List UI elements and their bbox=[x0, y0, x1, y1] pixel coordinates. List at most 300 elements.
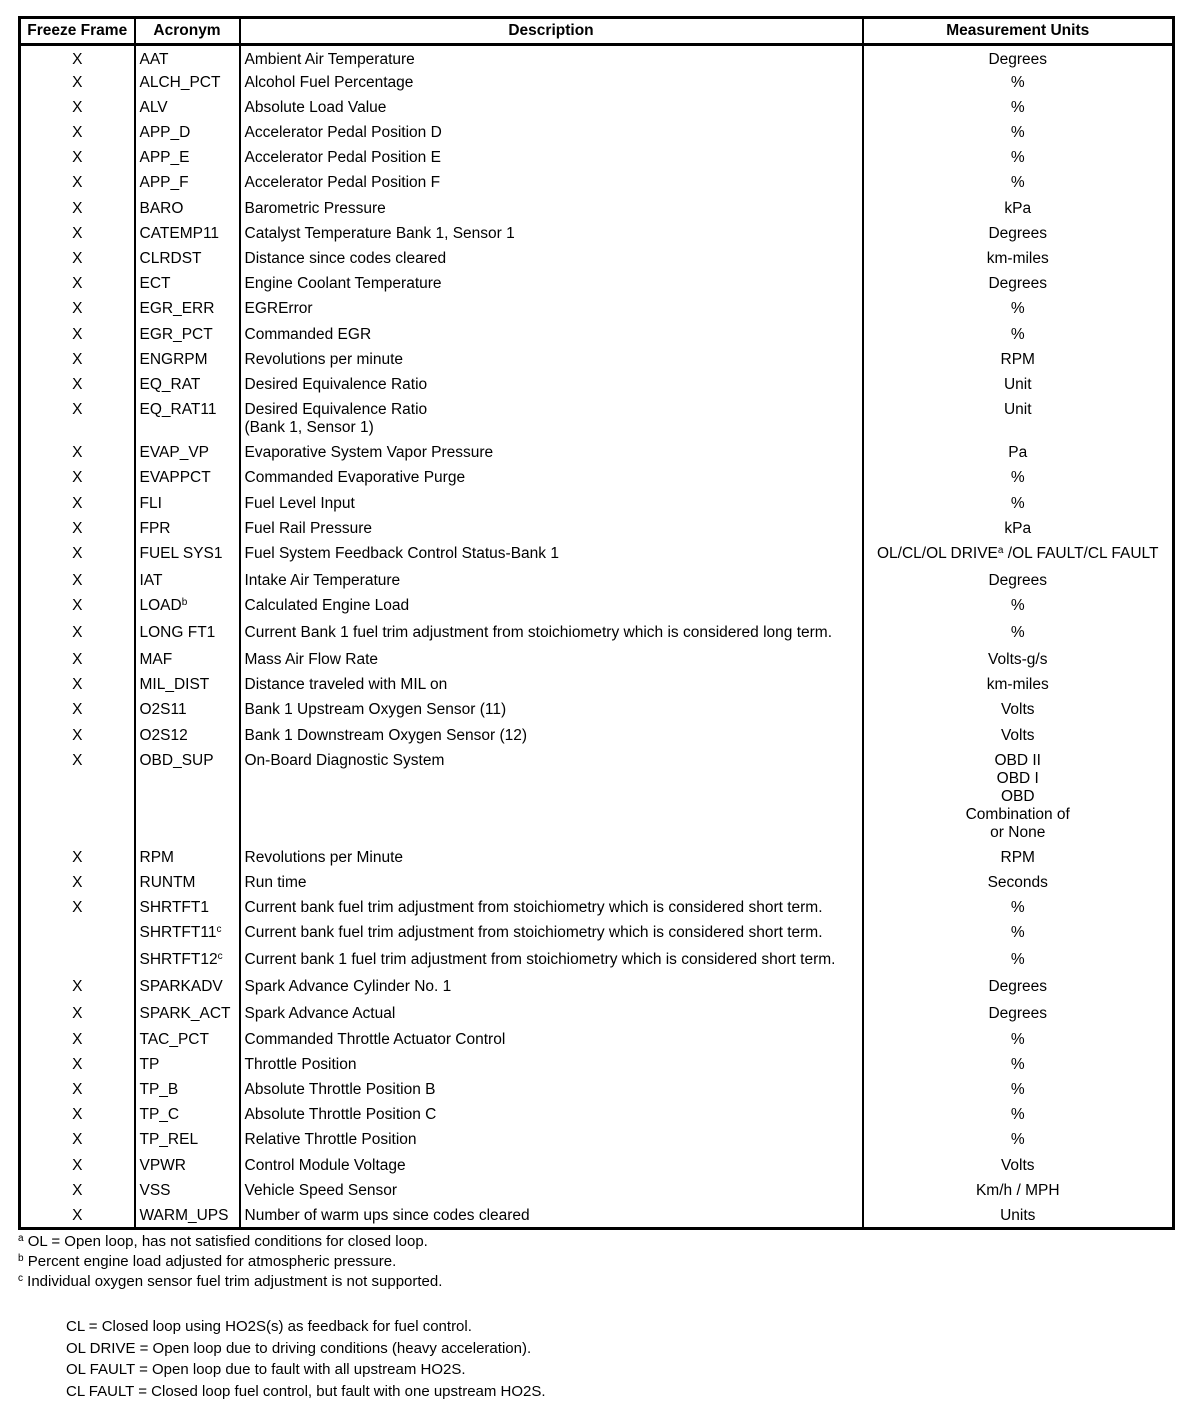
units-line: % bbox=[1010, 469, 1025, 487]
description-cell bbox=[240, 1052, 863, 1077]
table-row bbox=[20, 120, 1174, 145]
acronym-cell bbox=[135, 145, 240, 170]
description-cell bbox=[240, 647, 863, 672]
units-cell bbox=[863, 221, 1174, 246]
description-cell bbox=[240, 1077, 863, 1102]
table-row bbox=[20, 170, 1174, 195]
footnote-marker: b bbox=[181, 597, 188, 609]
description-line: Revolutions per Minute bbox=[244, 848, 404, 866]
definition-line: OL DRIVE = Open loop due to driving conditions (heavy acceleration). bbox=[66, 1339, 532, 1357]
units-line: % bbox=[1010, 597, 1025, 615]
table-row bbox=[20, 221, 1174, 246]
table-row bbox=[20, 516, 1174, 541]
units-line: % bbox=[1010, 1106, 1025, 1124]
description-line: Ambient Air Temperature bbox=[244, 51, 415, 68]
freeze-frame-cell: X bbox=[20, 748, 135, 845]
table-row bbox=[20, 95, 1174, 120]
table-row bbox=[20, 246, 1174, 271]
units-line: or None bbox=[990, 823, 1046, 841]
acronym-text: WARM_UPS bbox=[139, 1206, 229, 1224]
units-line: kPa bbox=[1004, 519, 1032, 537]
freeze-frame-cell: X bbox=[20, 697, 135, 722]
table-row bbox=[20, 296, 1174, 321]
description-cell bbox=[240, 620, 863, 647]
description-line: Number of warm ups since codes cleared bbox=[244, 1206, 530, 1224]
units-cell bbox=[863, 322, 1174, 347]
acronym-text: EVAPPCT bbox=[139, 469, 211, 487]
freeze-frame-cell: X bbox=[20, 347, 135, 372]
description-cell bbox=[240, 974, 863, 1001]
loop-definitions bbox=[66, 1316, 546, 1402]
freeze-frame-cell bbox=[20, 920, 135, 947]
units-line: Degrees bbox=[988, 51, 1048, 68]
units-line: Degrees bbox=[988, 275, 1048, 293]
units-line: RPM bbox=[1000, 350, 1035, 368]
description-line: Commanded Evaporative Purge bbox=[244, 469, 466, 487]
description-line: Throttle Position bbox=[244, 1055, 357, 1073]
freeze-frame-cell: X bbox=[20, 1153, 135, 1178]
description-line: Accelerator Pedal Position D bbox=[244, 124, 442, 142]
units-cell bbox=[863, 1077, 1174, 1102]
table-row bbox=[20, 1001, 1174, 1026]
acronym-cell bbox=[135, 1127, 240, 1152]
description-cell bbox=[240, 397, 863, 440]
description-line: Accelerator Pedal Position F bbox=[244, 174, 441, 192]
description-line: Current bank fuel trim adjustment from stoichiometry which is considered short term. bbox=[244, 924, 823, 942]
acronym-cell bbox=[135, 516, 240, 541]
units-cell bbox=[863, 465, 1174, 490]
description-line: Mass Air Flow Rate bbox=[244, 651, 379, 669]
description-cell bbox=[240, 1127, 863, 1152]
units-line: Volts bbox=[1000, 1156, 1035, 1174]
units-cell bbox=[863, 491, 1174, 516]
units-line: Unit bbox=[1003, 375, 1032, 393]
acronym-cell bbox=[135, 895, 240, 920]
description-line: Relative Throttle Position bbox=[244, 1131, 417, 1149]
units-cell bbox=[863, 145, 1174, 170]
table-row bbox=[20, 347, 1174, 372]
units-line: Volts bbox=[1000, 701, 1035, 719]
description-line: Distance traveled with MIL on bbox=[244, 676, 448, 694]
units-line: Seconds bbox=[987, 874, 1048, 891]
table-row bbox=[20, 620, 1174, 647]
freeze-frame-cell: X bbox=[20, 1102, 135, 1127]
table-row bbox=[20, 568, 1174, 593]
table-row bbox=[20, 947, 1174, 974]
acronym-cell bbox=[135, 620, 240, 647]
table-row bbox=[20, 1102, 1174, 1127]
table-row bbox=[20, 647, 1174, 672]
acronym-text: FUEL SYS1 bbox=[139, 544, 223, 562]
units-line: OBD I bbox=[996, 769, 1039, 787]
acronym-cell bbox=[135, 748, 240, 845]
table-row bbox=[20, 397, 1174, 440]
acronym-cell bbox=[135, 870, 240, 895]
units-cell bbox=[863, 1027, 1174, 1052]
acronym-text: FPR bbox=[139, 519, 171, 537]
description-cell bbox=[240, 1001, 863, 1026]
table-row bbox=[20, 45, 1174, 70]
freeze-frame-cell: X bbox=[20, 145, 135, 170]
freeze-frame-cell: X bbox=[20, 1027, 135, 1052]
footnote-marker: a bbox=[997, 544, 1004, 556]
units-cell bbox=[863, 170, 1174, 195]
footnote-text: OL = Open loop, has not satisfied conditions for closed loop. bbox=[23, 1233, 428, 1250]
units-cell bbox=[863, 748, 1174, 845]
description-line: Engine Coolant Temperature bbox=[244, 275, 442, 293]
units-line: Combination of bbox=[965, 805, 1070, 823]
freeze-frame-cell: X bbox=[20, 1178, 135, 1203]
freeze-frame-cell: X bbox=[20, 1001, 135, 1026]
table-row bbox=[20, 748, 1174, 845]
freeze-frame-cell: X bbox=[20, 322, 135, 347]
description-cell bbox=[240, 347, 863, 372]
table-row bbox=[20, 845, 1174, 870]
units-line: % bbox=[1010, 1030, 1025, 1048]
units-cell bbox=[863, 870, 1174, 895]
acronym-cell bbox=[135, 1027, 240, 1052]
units-cell bbox=[863, 246, 1174, 271]
acronym-text: SHRTFT1 bbox=[139, 899, 209, 917]
description-line: Bank 1 Downstream Oxygen Sensor (12) bbox=[244, 726, 528, 744]
freeze-frame-cell: X bbox=[20, 196, 135, 221]
units-cell bbox=[863, 372, 1174, 397]
freeze-frame-cell: X bbox=[20, 271, 135, 296]
freeze-frame-cell: X bbox=[20, 845, 135, 870]
freeze-frame-cell: X bbox=[20, 95, 135, 120]
freeze-frame-cell: X bbox=[20, 246, 135, 271]
table-row bbox=[20, 1027, 1174, 1052]
acronym-cell bbox=[135, 974, 240, 1001]
freeze-frame-cell: X bbox=[20, 397, 135, 440]
acronym-cell bbox=[135, 593, 240, 620]
freeze-frame-cell: X bbox=[20, 440, 135, 465]
footnote bbox=[18, 1232, 442, 1252]
acronym-text: OBD_SUP bbox=[139, 751, 214, 769]
freeze-frame-cell bbox=[20, 947, 135, 974]
units-line: Units bbox=[1000, 1206, 1036, 1224]
acronym-cell bbox=[135, 440, 240, 465]
acronym-text: APP_D bbox=[139, 124, 191, 142]
acronym-cell bbox=[135, 221, 240, 246]
acronym-text: CATEMP11 bbox=[139, 224, 220, 242]
description-line: Accelerator Pedal Position E bbox=[244, 149, 441, 167]
freeze-frame-cell: X bbox=[20, 465, 135, 490]
acronym-text: O2S12 bbox=[139, 726, 188, 744]
freeze-frame-cell: X bbox=[20, 1052, 135, 1077]
freeze-frame-cell: X bbox=[20, 1203, 135, 1228]
acronym-cell bbox=[135, 246, 240, 271]
description-cell bbox=[240, 440, 863, 465]
acronym-cell bbox=[135, 647, 240, 672]
description-cell bbox=[240, 748, 863, 845]
acronym-cell bbox=[135, 372, 240, 397]
footnote bbox=[18, 1252, 442, 1272]
acronym-text: APP_E bbox=[139, 149, 190, 167]
freeze-frame-cell: X bbox=[20, 372, 135, 397]
description-cell bbox=[240, 145, 863, 170]
table-row bbox=[20, 593, 1174, 620]
units-line: RPM bbox=[1000, 848, 1035, 866]
description-line: Calculated Engine Load bbox=[244, 597, 410, 615]
footnote-marker: c bbox=[18, 1273, 23, 1284]
units-cell bbox=[863, 70, 1174, 95]
description-cell bbox=[240, 870, 863, 895]
acronym-text: VSS bbox=[139, 1181, 171, 1199]
description-cell bbox=[240, 45, 863, 70]
units-cell bbox=[863, 647, 1174, 672]
units-cell bbox=[863, 920, 1174, 947]
units-line: % bbox=[1010, 624, 1025, 642]
acronym-cell bbox=[135, 568, 240, 593]
acronym-cell bbox=[135, 296, 240, 321]
header-acronym: Acronym bbox=[135, 18, 240, 45]
description-cell bbox=[240, 697, 863, 722]
description-line: Fuel Level Input bbox=[244, 494, 355, 512]
description-cell bbox=[240, 672, 863, 697]
table-row bbox=[20, 1203, 1174, 1228]
units-line: % bbox=[1010, 325, 1025, 343]
description-line: Spark Advance Cylinder No. 1 bbox=[244, 978, 452, 996]
freeze-frame-cell: X bbox=[20, 45, 135, 70]
description-cell bbox=[240, 465, 863, 490]
description-line: Distance since codes cleared bbox=[244, 250, 447, 267]
description-cell bbox=[240, 593, 863, 620]
description-cell bbox=[240, 541, 863, 568]
units-cell bbox=[863, 1102, 1174, 1127]
acronym-text: CLRDST bbox=[139, 250, 202, 267]
acronym-text: LOAD bbox=[139, 597, 182, 615]
freeze-frame-cell: X bbox=[20, 723, 135, 748]
acronym-cell bbox=[135, 947, 240, 974]
description-line: Barometric Pressure bbox=[244, 199, 386, 217]
freeze-frame-cell: X bbox=[20, 620, 135, 647]
description-line: Desired Equivalence Ratio bbox=[244, 401, 428, 419]
freeze-frame-cell: X bbox=[20, 541, 135, 568]
table-header-row bbox=[20, 18, 1174, 45]
description-cell bbox=[240, 1027, 863, 1052]
description-cell bbox=[240, 920, 863, 947]
units-line: % bbox=[1010, 73, 1025, 91]
description-cell bbox=[240, 196, 863, 221]
acronym-text: TP bbox=[139, 1055, 160, 1073]
description-line: (Bank 1, Sensor 1) bbox=[244, 419, 374, 437]
units-cell bbox=[863, 271, 1174, 296]
units-line: Degrees bbox=[988, 1005, 1048, 1023]
units-cell bbox=[863, 397, 1174, 440]
acronym-text: EQ_RAT11 bbox=[139, 401, 217, 419]
freeze-frame-cell: X bbox=[20, 516, 135, 541]
description-line: Bank 1 Upstream Oxygen Sensor (11) bbox=[244, 701, 507, 719]
table-row bbox=[20, 870, 1174, 895]
acronym-text: RPM bbox=[139, 848, 174, 866]
description-line: Revolutions per minute bbox=[244, 350, 404, 368]
table-row bbox=[20, 372, 1174, 397]
acronym-cell bbox=[135, 196, 240, 221]
description-cell bbox=[240, 516, 863, 541]
units-line: Volts-g/s bbox=[988, 651, 1048, 669]
footnotes bbox=[18, 1232, 442, 1292]
units-line: % bbox=[1010, 1055, 1025, 1073]
freeze-frame-cell: X bbox=[20, 221, 135, 246]
acronym-cell bbox=[135, 271, 240, 296]
description-cell bbox=[240, 568, 863, 593]
description-cell bbox=[240, 723, 863, 748]
description-line: Evaporative System Vapor Pressure bbox=[244, 444, 494, 462]
units-line: % bbox=[1010, 124, 1025, 142]
acronym-text: EGR_ERR bbox=[139, 300, 215, 318]
units-cell bbox=[863, 1153, 1174, 1178]
table-row bbox=[20, 672, 1174, 697]
acronym-cell bbox=[135, 1077, 240, 1102]
units-line: OBD II bbox=[994, 751, 1041, 769]
units-cell bbox=[863, 620, 1174, 647]
acronym-text: EVAP_VP bbox=[139, 444, 210, 462]
acronym-cell bbox=[135, 347, 240, 372]
acronym-text: SHRTFT11 bbox=[139, 924, 217, 942]
acronym-cell bbox=[135, 723, 240, 748]
units-cell bbox=[863, 120, 1174, 145]
units-cell bbox=[863, 1127, 1174, 1152]
description-line: Absolute Throttle Position B bbox=[244, 1080, 436, 1098]
acronym-text: AAT bbox=[139, 51, 169, 68]
acronym-cell bbox=[135, 45, 240, 70]
acronym-text: RUNTM bbox=[139, 874, 196, 891]
description-cell bbox=[240, 170, 863, 195]
acronym-text: BARO bbox=[139, 199, 184, 217]
table-row bbox=[20, 145, 1174, 170]
description-cell bbox=[240, 70, 863, 95]
acronym-text: TAC_PCT bbox=[139, 1030, 209, 1048]
units-line: % bbox=[1010, 494, 1025, 512]
acronym-text: APP_F bbox=[139, 174, 189, 192]
acronym-cell bbox=[135, 672, 240, 697]
acronym-text: ENGRPM bbox=[139, 350, 208, 368]
units-cell bbox=[863, 1178, 1174, 1203]
table-row bbox=[20, 895, 1174, 920]
units-cell bbox=[863, 95, 1174, 120]
acronym-text: EGR_PCT bbox=[139, 325, 213, 343]
units-cell bbox=[863, 974, 1174, 1001]
units-line: Km/h / MPH bbox=[975, 1181, 1060, 1199]
acronym-text: SPARKADV bbox=[139, 978, 223, 996]
units-cell bbox=[863, 1203, 1174, 1228]
units-cell bbox=[863, 947, 1174, 974]
table-row bbox=[20, 1153, 1174, 1178]
acronym-cell bbox=[135, 70, 240, 95]
table-row bbox=[20, 491, 1174, 516]
table-body bbox=[20, 45, 1174, 1229]
table-row bbox=[20, 322, 1174, 347]
freeze-frame-cell: X bbox=[20, 568, 135, 593]
header-freeze-frame: Freeze Frame bbox=[20, 18, 135, 45]
acronym-text: IAT bbox=[139, 571, 163, 589]
acronym-text: TP_B bbox=[139, 1080, 179, 1098]
units-cell bbox=[863, 296, 1174, 321]
units-line: Unit bbox=[1003, 401, 1032, 419]
description-line: Commanded Throttle Actuator Control bbox=[244, 1030, 506, 1048]
freeze-frame-cell: X bbox=[20, 647, 135, 672]
acronym-text: TP_REL bbox=[139, 1131, 199, 1149]
description-line: Vehicle Speed Sensor bbox=[244, 1181, 398, 1199]
units-line: % bbox=[1010, 300, 1025, 318]
description-cell bbox=[240, 1203, 863, 1228]
description-cell bbox=[240, 372, 863, 397]
acronym-cell bbox=[135, 465, 240, 490]
footnote-marker: c bbox=[217, 951, 223, 963]
description-line: Current Bank 1 fuel trim adjustment from stoichiometry which is considered long term. bbox=[244, 624, 833, 642]
freeze-frame-cell: X bbox=[20, 870, 135, 895]
acronym-cell bbox=[135, 845, 240, 870]
table-row bbox=[20, 1052, 1174, 1077]
acronym-text: VPWR bbox=[139, 1156, 186, 1174]
units-line: % bbox=[1010, 98, 1025, 116]
description-line: Absolute Load Value bbox=[244, 98, 387, 116]
table-row bbox=[20, 974, 1174, 1001]
units-line: % bbox=[1010, 899, 1025, 917]
freeze-frame-cell: X bbox=[20, 974, 135, 1001]
description-cell bbox=[240, 491, 863, 516]
units-line: Volts bbox=[1000, 726, 1035, 744]
units-line: % bbox=[1010, 951, 1025, 969]
table-row bbox=[20, 440, 1174, 465]
table-row bbox=[20, 70, 1174, 95]
units-line: kPa bbox=[1004, 199, 1032, 217]
units-cell bbox=[863, 568, 1174, 593]
units-cell bbox=[863, 697, 1174, 722]
table-row bbox=[20, 697, 1174, 722]
acronym-cell bbox=[135, 697, 240, 722]
footnote-text: Percent engine load adjusted for atmospheric pressure. bbox=[23, 1253, 397, 1270]
description-line: Desired Equivalence Ratio bbox=[244, 375, 428, 393]
acronym-cell bbox=[135, 1178, 240, 1203]
units-cell bbox=[863, 895, 1174, 920]
description-line: Current bank 1 fuel trim adjustment from stoichiometry which is considered short term. bbox=[244, 951, 836, 969]
definition-line: OL FAULT = Open loop due to fault with all upstream HO2S. bbox=[66, 1361, 466, 1378]
freeze-frame-cell: X bbox=[20, 593, 135, 620]
acronym-text: SPARK_ACT bbox=[139, 1005, 231, 1023]
freeze-frame-cell: X bbox=[20, 70, 135, 95]
table-row bbox=[20, 541, 1174, 568]
freeze-frame-cell: X bbox=[20, 170, 135, 195]
table-row bbox=[20, 1178, 1174, 1203]
units-line: km-miles bbox=[986, 676, 1049, 694]
description-cell bbox=[240, 221, 863, 246]
units-cell bbox=[863, 541, 1174, 568]
description-line: Alcohol Fuel Percentage bbox=[244, 73, 414, 91]
freeze-frame-cell: X bbox=[20, 1077, 135, 1102]
acronym-cell bbox=[135, 397, 240, 440]
freeze-frame-cell: X bbox=[20, 296, 135, 321]
description-cell bbox=[240, 246, 863, 271]
units-text: OL/CL/OL DRIVE bbox=[877, 544, 998, 562]
acronym-text: EQ_RAT bbox=[139, 375, 201, 393]
description-line: Fuel Rail Pressure bbox=[244, 519, 372, 537]
description-cell bbox=[240, 1153, 863, 1178]
units-line: % bbox=[1010, 1080, 1025, 1098]
acronym-cell bbox=[135, 170, 240, 195]
acronym-text: MAF bbox=[139, 651, 173, 669]
acronym-cell bbox=[135, 541, 240, 568]
acronym-text: ECT bbox=[139, 275, 171, 293]
description-cell bbox=[240, 1102, 863, 1127]
table-row bbox=[20, 920, 1174, 947]
description-line: Catalyst Temperature Bank 1, Sensor 1 bbox=[244, 224, 515, 242]
units-cell bbox=[863, 1052, 1174, 1077]
acronym-text: MIL_DIST bbox=[139, 676, 210, 694]
acronym-cell bbox=[135, 491, 240, 516]
description-line: Commanded EGR bbox=[244, 325, 372, 343]
